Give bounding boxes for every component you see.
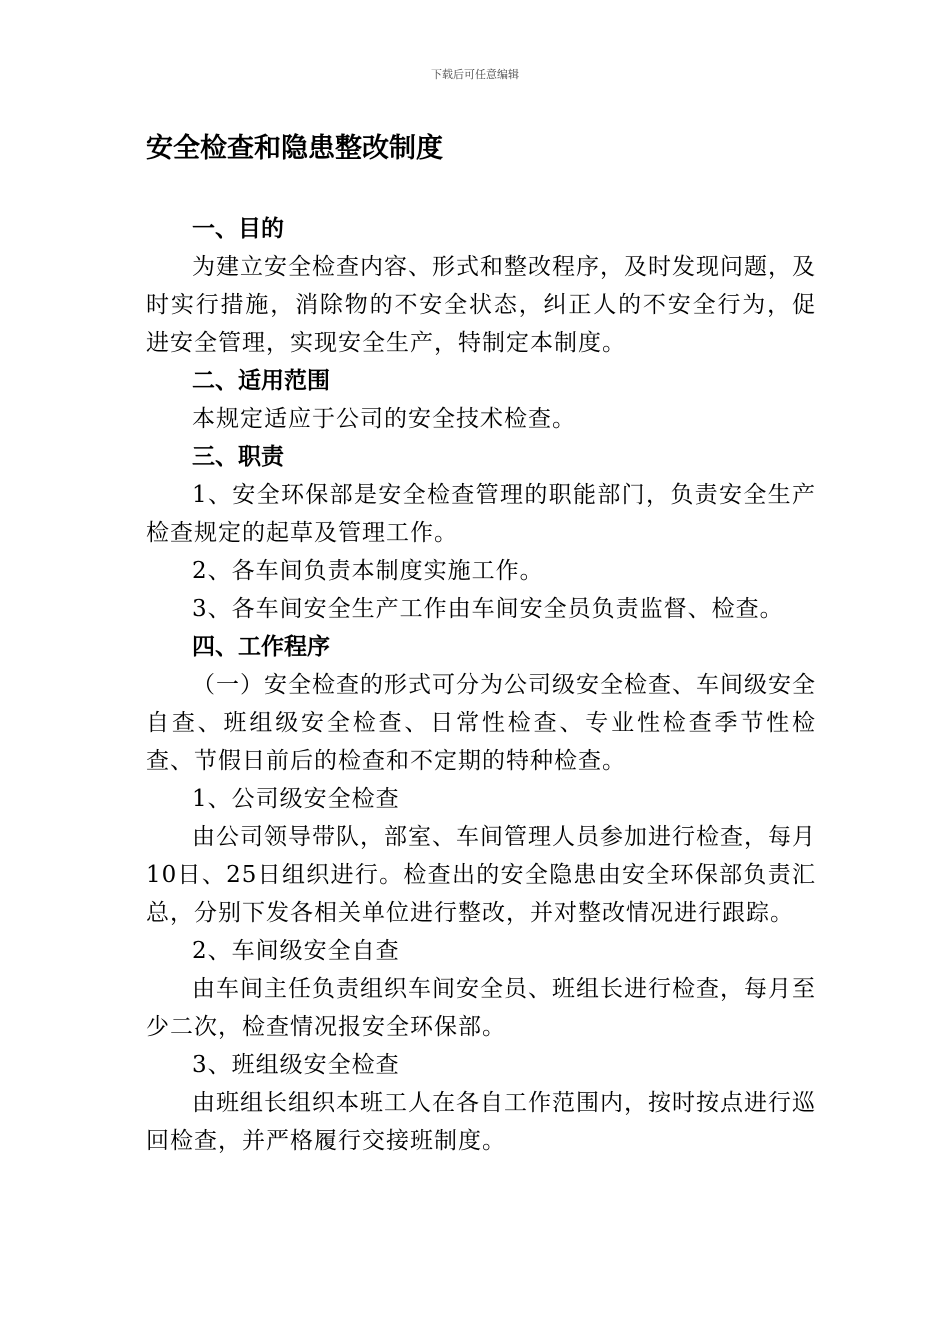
paragraph-workshop-check: 由车间主任负责组织车间安全员、班组长进行检查，每月至少二次，检查情况报安全环保部。 — [146, 976, 816, 1040]
paragraph-duty-2: 2、各车间负责本制度实施工作。 — [192, 558, 544, 584]
document-title: 安全检查和隐患整改制度 — [146, 133, 443, 164]
paragraph-purpose: 为建立安全检查内容、形式和整改程序，及时发现问题，及时实行措施，消除物的不安全状态，纠正人的不安全行为，促进安全管理，实现安全生产，特制定本制度。 — [146, 254, 816, 356]
paragraph-duty-3: 3、各车间安全生产工作由车间安全员负责监督、检查。 — [192, 596, 784, 622]
paragraph-company-check: 由公司领导带队，部室、车间管理人员参加进行检查，每月10日、25日组织进行。检查出的安全隐患由安全环保部负责汇总，分别下发各相关单位进行整改，并对整改情况进行跟踪。 — [146, 824, 816, 926]
page-header: 下载后可任意编辑 — [431, 68, 519, 81]
subheading-company-check: 1、公司级安全检查 — [192, 786, 400, 812]
paragraph-scope: 本规定适应于公司的安全技术检查。 — [192, 406, 576, 432]
subheading-workshop-check: 2、车间级安全自查 — [192, 938, 400, 964]
section-heading-purpose: 一、目的 — [192, 215, 284, 242]
paragraph-duty-1: 1、安全环保部是安全检查管理的职能部门，负责安全生产检查规定的起草及管理工作。 — [146, 482, 816, 546]
section-heading-duties: 三、职责 — [192, 443, 284, 470]
section-heading-scope: 二、适用范围 — [192, 367, 330, 394]
document-body — [146, 126, 816, 1160]
section-heading-procedure: 四、工作程序 — [192, 633, 330, 660]
paragraph-team-check: 由班组长组织本班工人在各自工作范围内，按时按点进行巡回检查，并严格履行交接班制度。 — [146, 1090, 816, 1154]
subheading-team-check: 3、班组级安全检查 — [192, 1052, 400, 1078]
paragraph-procedure-forms: （一）安全检查的形式可分为公司级安全检查、车间级安全自查、班组级安全检查、日常性检查、专业性检查季节性检查、节假日前后的检查和不定期的特种检查。 — [146, 672, 816, 774]
